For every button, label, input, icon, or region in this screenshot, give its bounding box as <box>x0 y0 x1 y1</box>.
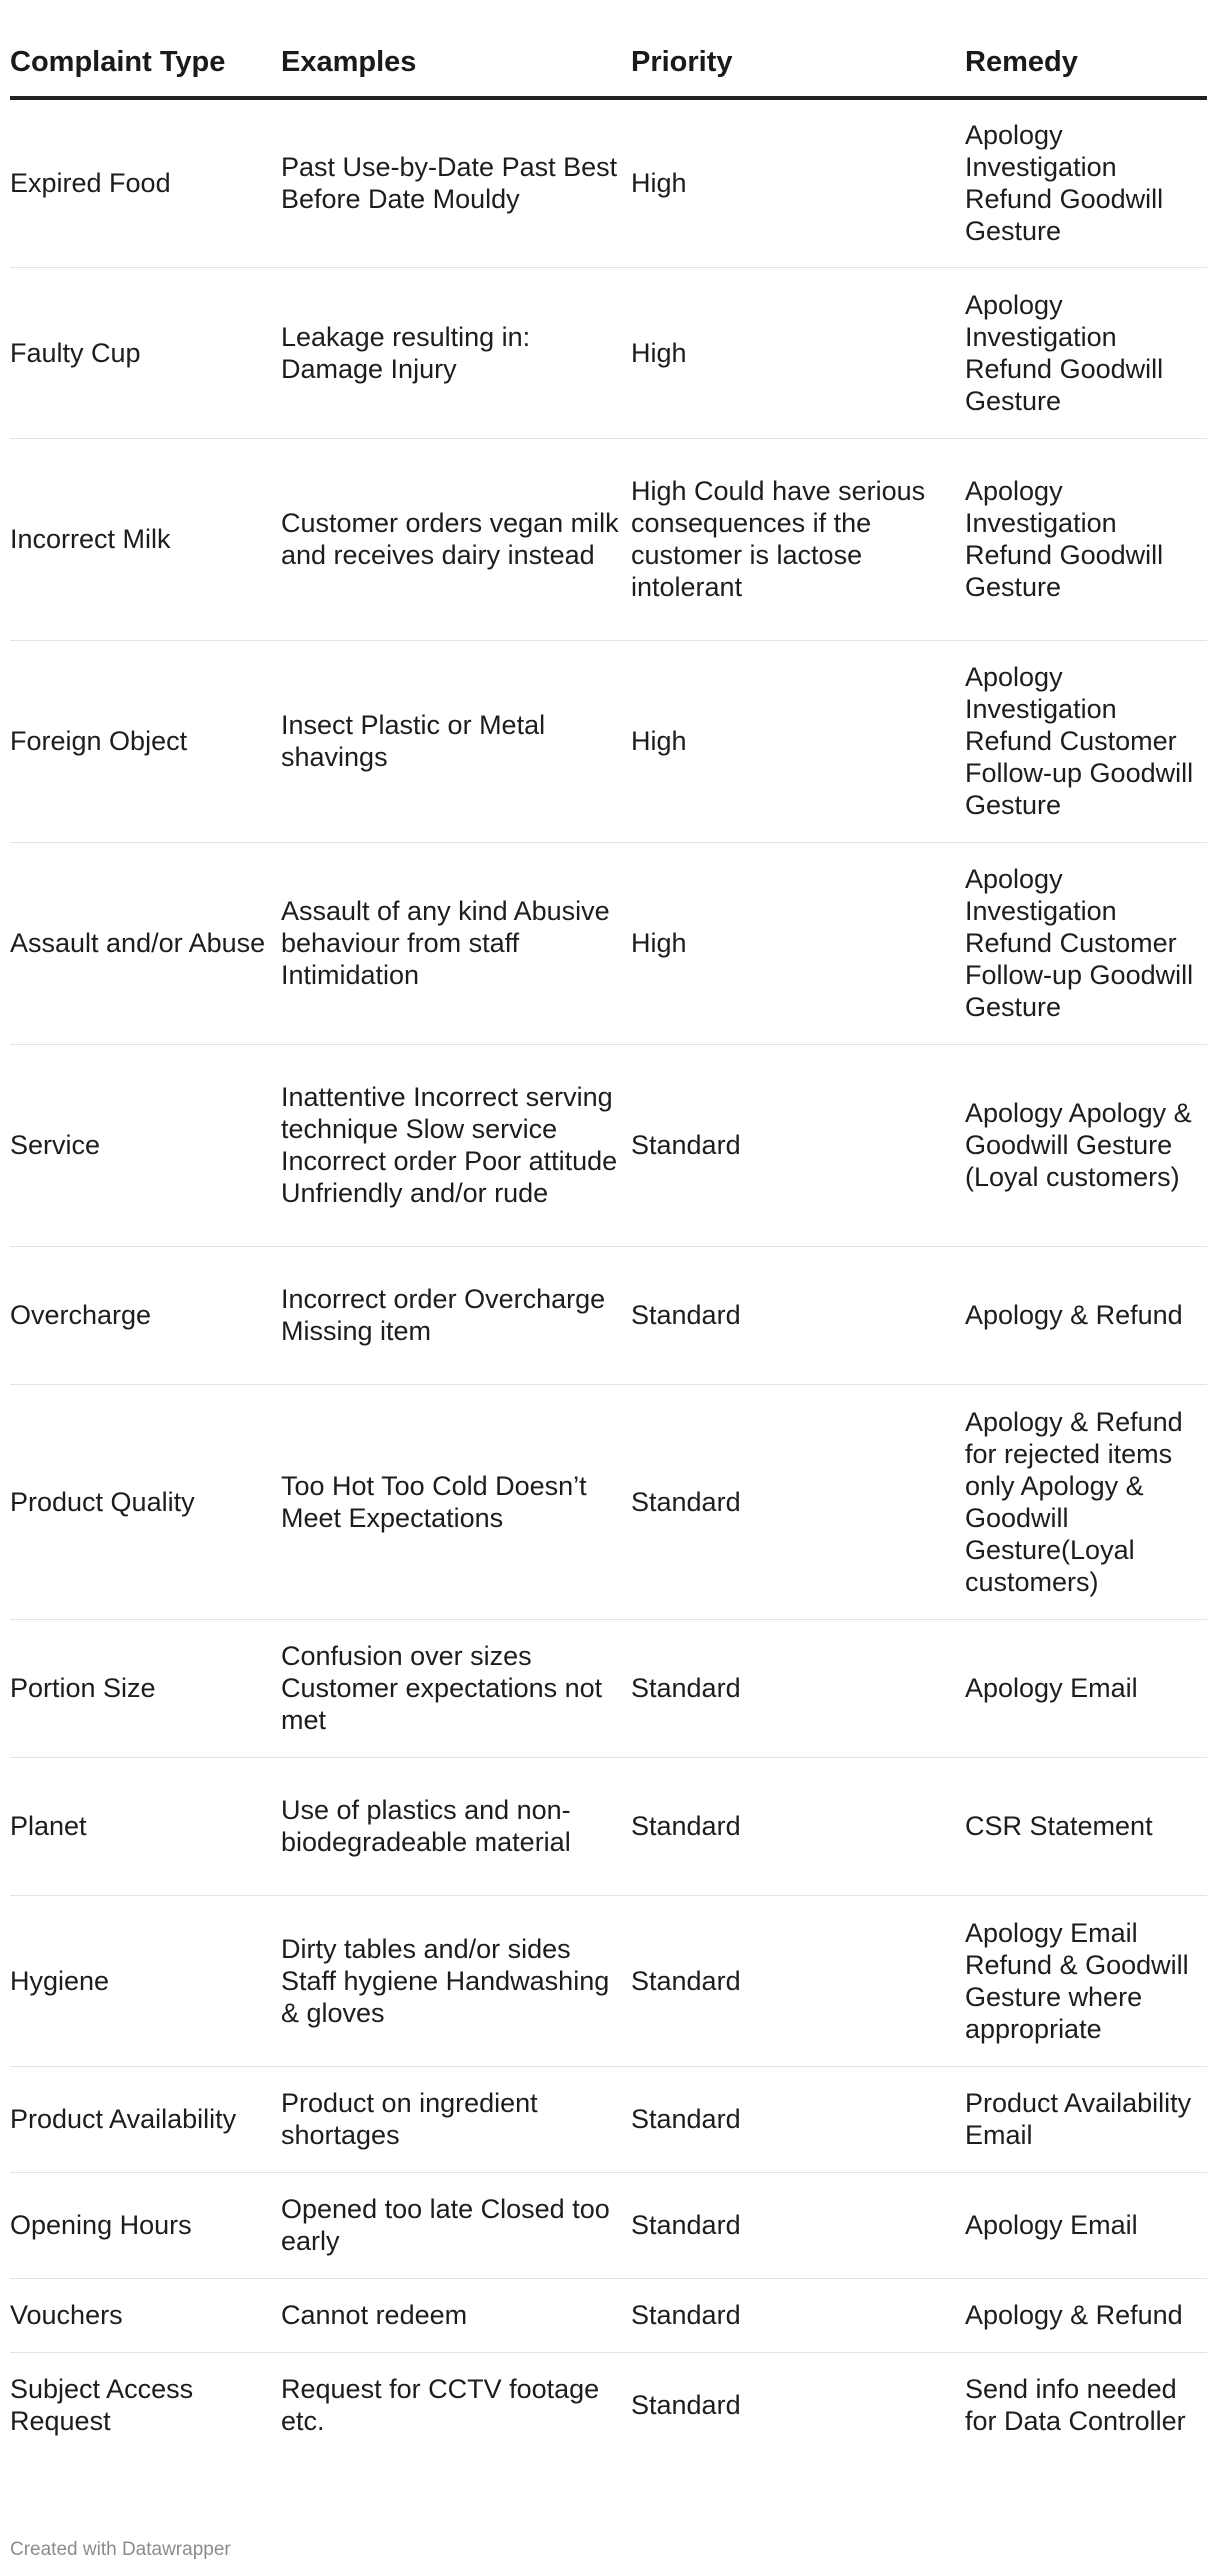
cell-complaint-type: Expired Food <box>10 98 281 267</box>
cell-remedy: Apology Investigation Refund Goodwill Gesture <box>965 98 1207 267</box>
complaints-table <box>10 0 1207 2458</box>
table-row <box>10 267 1207 438</box>
table-row <box>10 1757 1207 1895</box>
cell-examples: Inattentive Incorrect serving technique Slow service Incorrect order Poor attitude Unfriendly and/or rude <box>281 1044 631 1246</box>
cell-examples: Assault of any kind Abusive behaviour from staff Intimidation <box>281 842 631 1044</box>
cell-remedy: Apology & Refund <box>965 2278 1207 2352</box>
cell-remedy: Apology & Refund for rejected items only Apology & Goodwill Gesture(Loyal customers) <box>965 1384 1207 1619</box>
header-remedy: Remedy <box>965 0 1207 98</box>
cell-priority: High Could have serious consequences if the customer is lactose intolerant <box>631 438 965 640</box>
cell-complaint-type: Overcharge <box>10 1246 281 1384</box>
cell-priority: Standard <box>631 2278 965 2352</box>
cell-examples: Cannot redeem <box>281 2278 631 2352</box>
cell-examples: Too Hot Too Cold Doesn’t Meet Expectations <box>281 1384 631 1619</box>
cell-examples: Dirty tables and/or sides Staff hygiene Handwashing & gloves <box>281 1895 631 2066</box>
cell-examples: Confusion over sizes Customer expectations not met <box>281 1619 631 1757</box>
cell-complaint-type: Service <box>10 1044 281 1246</box>
cell-examples: Leakage resulting in: Damage Injury <box>281 267 631 438</box>
cell-examples: Request for CCTV footage etc. <box>281 2374 600 2437</box>
cell-complaint-type: Planet <box>10 1757 281 1895</box>
table-row <box>10 2066 1207 2172</box>
cell-complaint-type: Portion Size <box>10 1619 281 1757</box>
cell-priority: Standard <box>631 1757 965 1895</box>
cell-priority: High <box>631 98 965 267</box>
header-complaint-type: Complaint Type <box>10 0 281 98</box>
table-row <box>10 1384 1207 1619</box>
header-row <box>10 0 1207 98</box>
cell-complaint-type: Hygiene <box>10 1895 281 2066</box>
cell-remedy: Apology Investigation Refund Goodwill Gesture <box>965 267 1207 438</box>
datawrapper-credit: Created with Datawrapper <box>10 2539 231 2560</box>
table-row <box>10 438 1207 640</box>
header-examples: Examples <box>281 0 631 98</box>
cell-complaint-type: Vouchers <box>10 2278 281 2352</box>
table-row <box>10 1044 1207 1246</box>
cell-priority: Standard <box>631 2390 741 2421</box>
cell-remedy: Apology Investigation Refund Customer Follow-up Goodwill Gesture <box>965 640 1207 842</box>
cell-remedy: Apology Apology & Goodwill Gesture (Loyal customers) <box>965 1044 1207 1246</box>
cell-examples: Past Use-by-Date Past Best Before Date Mouldy <box>281 98 631 267</box>
table-row <box>10 1895 1207 2066</box>
table-row <box>10 2352 1207 2458</box>
cell-complaint-type: Subject Access Request <box>10 2374 194 2437</box>
cell-priority: Standard <box>631 1246 965 1384</box>
cell-priority: Standard <box>631 1619 965 1757</box>
table-row <box>10 842 1207 1044</box>
cell-priority: High <box>631 640 965 842</box>
cell-complaint-type: Assault and/or Abuse <box>10 842 281 1044</box>
table-row <box>10 640 1207 842</box>
cell-remedy: Apology Investigation Refund Goodwill Gesture <box>965 438 1207 640</box>
cell-complaint-type: Faulty Cup <box>10 267 281 438</box>
table-row <box>10 1619 1207 1757</box>
cell-complaint-type: Product Quality <box>10 1384 281 1619</box>
table-row <box>10 2278 1207 2352</box>
cell-remedy: Apology Investigation Refund Customer Follow-up Goodwill Gesture <box>965 842 1207 1044</box>
table-row <box>10 2172 1207 2278</box>
cell-priority: Standard <box>631 1044 965 1246</box>
cell-examples: Incorrect order Overcharge Missing item <box>281 1246 631 1384</box>
cell-remedy: CSR Statement <box>965 1757 1207 1895</box>
cell-priority: Standard <box>631 1384 965 1619</box>
cell-priority: High <box>631 267 965 438</box>
cell-priority: High <box>631 842 965 1044</box>
cell-examples: Customer orders vegan milk and receives dairy instead <box>281 438 631 640</box>
cell-remedy: Apology Email <box>965 1619 1207 1757</box>
cell-examples: Use of plastics and non-biodegradeable material <box>281 1757 631 1895</box>
cell-examples: Product on ingredient shortages <box>281 2066 631 2172</box>
header-priority: Priority <box>631 0 965 98</box>
cell-remedy: Send info needed for Data Controller <box>965 2374 1186 2437</box>
cell-complaint-type: Foreign Object <box>10 640 281 842</box>
cell-complaint-type: Product Availability <box>10 2066 281 2172</box>
cell-priority: Standard <box>631 2066 965 2172</box>
cell-remedy: Apology & Refund <box>965 1246 1207 1384</box>
table-row <box>10 98 1207 267</box>
cell-complaint-type: Opening Hours <box>10 2172 281 2278</box>
cell-priority: Standard <box>631 2172 965 2278</box>
cell-priority: Standard <box>631 1895 965 2066</box>
cell-remedy: Apology Email Refund & Goodwill Gesture where appropriate <box>965 1895 1207 2066</box>
table-row <box>10 1246 1207 1384</box>
cell-complaint-type: Incorrect Milk <box>10 438 281 640</box>
cell-remedy: Product Availability Email <box>965 2066 1207 2172</box>
cell-examples: Opened too late Closed too early <box>281 2172 631 2278</box>
cell-remedy: Apology Email <box>965 2172 1207 2278</box>
cell-examples: Insect Plastic or Metal shavings <box>281 640 631 842</box>
